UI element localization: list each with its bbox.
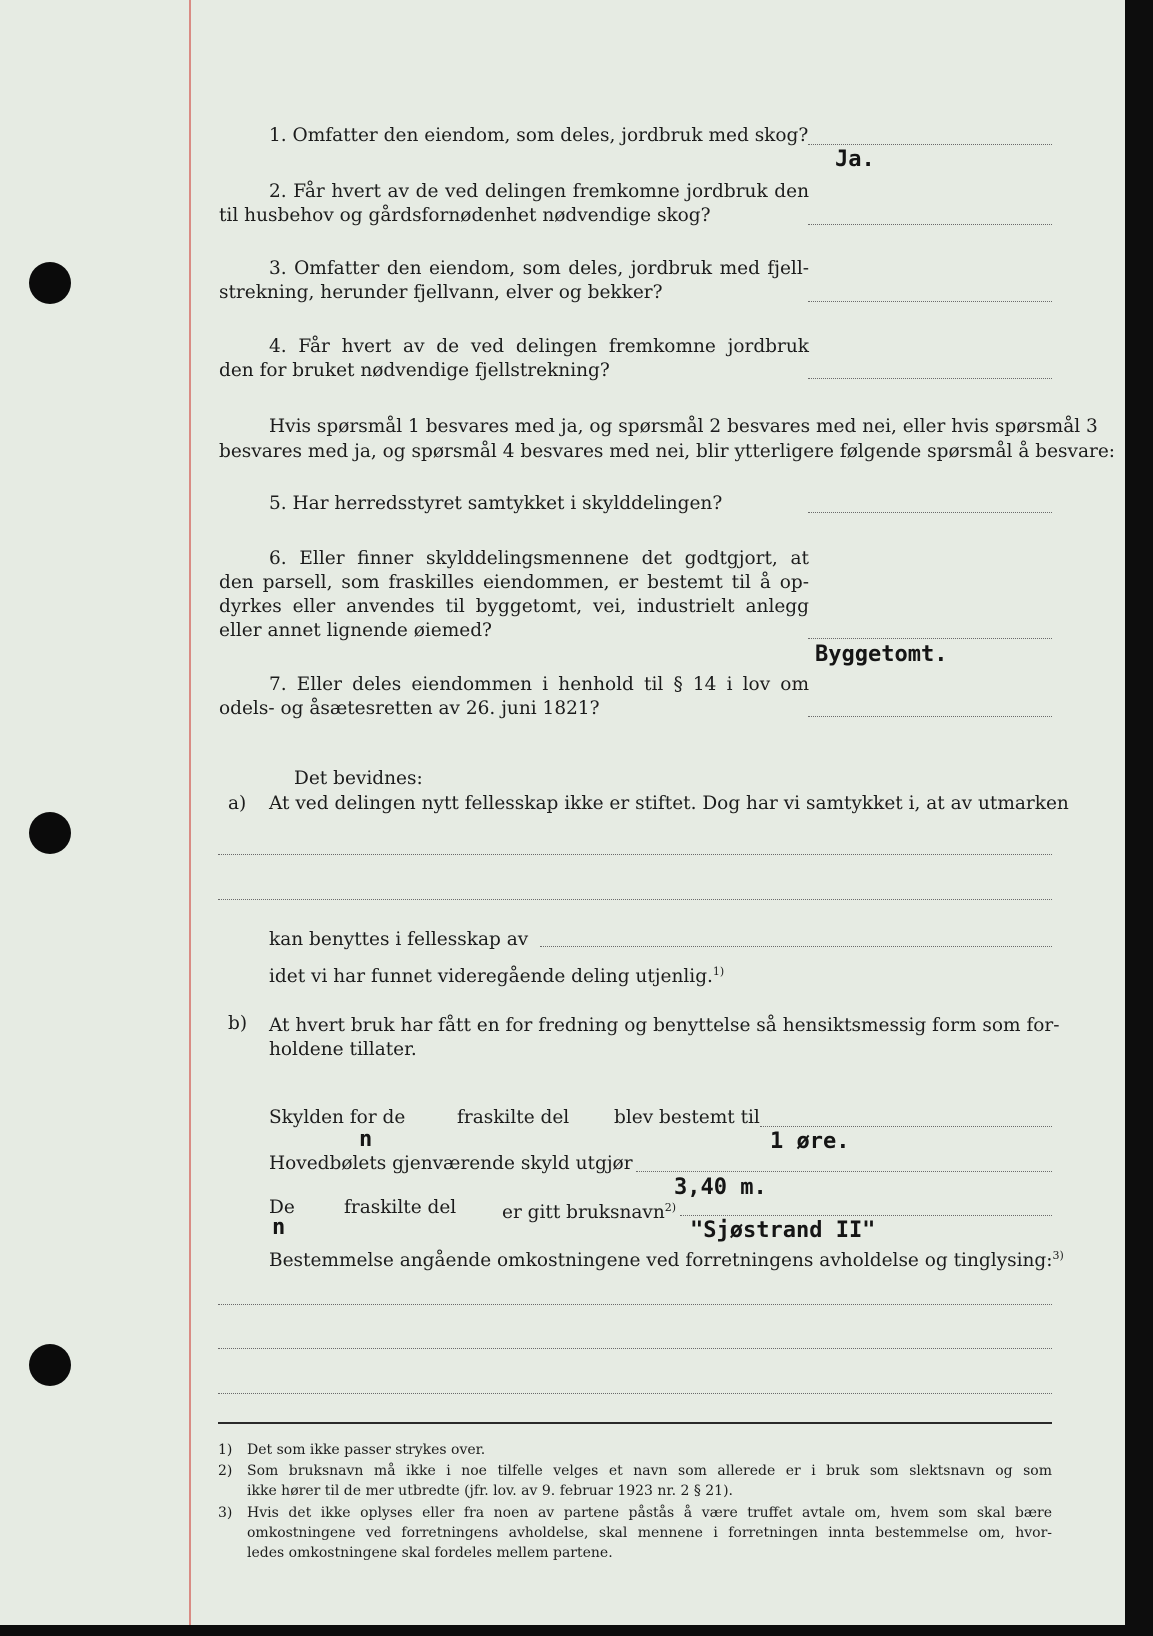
skyld-insert-n: n xyxy=(359,1127,373,1152)
condition-line-2: besvares med ja, og spørsmål 4 besvares med nei, blir ytterligere følgende spørsmål å besvare: xyxy=(219,441,1116,462)
punch-hole-top xyxy=(29,262,71,304)
question-2-line-1: 2. Får hvert av de ved delingen fremkomne jordbruk den xyxy=(269,181,809,202)
bruksnavn-value: "Sjøstrand II" xyxy=(690,1218,876,1243)
question-5-text: 5. Har herredsstyret samtykket i skylddelingen? xyxy=(269,493,723,514)
footnote-3-line-3: ledes omkostningene skal fordeles mellem partene. xyxy=(247,1545,613,1561)
shared-use-label: kan benyttes i fellesskap av xyxy=(269,929,529,950)
attestation-b-label: b) xyxy=(228,1013,248,1034)
question-7-line-2: odels- og åsætesretten av 26. juni 1821? xyxy=(219,698,600,719)
hovedbol-label: Hovedbølets gjenværende skyld utgjør xyxy=(269,1153,633,1174)
skyld-fill-line xyxy=(760,1126,1052,1127)
skyld-label-part-2: fraskilte del xyxy=(457,1107,570,1128)
footnote-1-text: Det som ikke passer strykes over. xyxy=(247,1442,486,1458)
question-7-line-1: 7. Eller deles eiendommen i henhold til § 14 i lov om xyxy=(269,674,809,695)
question-1-answer-line xyxy=(808,144,1052,145)
cost-fill-line-1 xyxy=(218,1304,1052,1305)
further-division-text: idet vi har funnet videregående deling utjenlig.$^{1)}$ xyxy=(269,965,725,988)
question-1-answer: Ja. xyxy=(835,147,875,172)
attestation-a-label: a) xyxy=(228,793,247,814)
question-6-line-2: den parsell, som fraskilles eiendommen, er bestemt til å op- xyxy=(219,572,809,593)
attestation-b-line-1: At hvert bruk har fått en for fredning og benyttelse så hensiktsmessig form som for- xyxy=(269,1015,1060,1036)
punch-hole-bottom xyxy=(29,1344,71,1386)
footnote-1-marker: 1) xyxy=(218,1442,233,1458)
footnote-2-marker: 2) xyxy=(218,1463,233,1479)
condition-line-1: Hvis spørsmål 1 besvares med ja, og spørsmål 2 besvares med nei, eller hvis spørsmål 3 xyxy=(269,416,1098,437)
question-6-line-4: eller annet lignende øiemed? xyxy=(219,620,492,641)
scan-border-right xyxy=(1125,0,1153,1636)
question-7-answer-line xyxy=(808,716,1052,717)
attestation-a-fill-line-2 xyxy=(218,899,1052,900)
question-6-line-1: 6. Eller finner skylddelingsmennene det godtgjort, at xyxy=(269,548,809,569)
footnote-3-line-2: omkostningene ved forretningens avholdelse, skal mennene i forretningen innta bestemmelse om, hvor- xyxy=(247,1525,1052,1541)
question-4-line-2: den for bruket nødvendige fjellstrekning? xyxy=(219,360,610,381)
attestation-a-text: At ved delingen nytt fellesskap ikke er stiftet. Dog har vi samtykket i, at av utmarken xyxy=(269,793,1069,814)
margin-line xyxy=(189,0,191,1625)
question-3-line-1: 3. Omfatter den eiendom, som deles, jordbruk med fjell- xyxy=(269,258,809,279)
footnote-2-line-1: Som bruksnavn må ikke i noe tilfelle velges et navn som allerede er i bruk som slektsnavn og som xyxy=(247,1463,1052,1479)
skyld-label-part-3: blev bestemt til xyxy=(614,1107,760,1128)
question-6-line-3: dyrkes eller anvendes til byggetomt, vei, industrielt anlegg xyxy=(219,596,809,617)
question-6-answer: Byggetomt. xyxy=(815,642,948,667)
shared-use-fill-line xyxy=(540,946,1052,947)
bruksnavn-label-part-1: De xyxy=(269,1197,295,1218)
attestation-a-fill-line-1 xyxy=(218,854,1052,855)
hovedbol-fill-line xyxy=(636,1171,1052,1172)
question-2-line-2: til husbehov og gårdsfornødenhet nødvendige skog? xyxy=(219,205,711,226)
cost-fill-line-3 xyxy=(218,1393,1052,1394)
attestation-heading: Det bevidnes: xyxy=(294,768,423,789)
question-5-answer-line xyxy=(808,512,1052,513)
skyld-value: 1 øre. xyxy=(770,1129,850,1154)
scan-border-bottom xyxy=(0,1625,1153,1636)
question-4-line-1: 4. Får hvert av de ved delingen fremkomne jordbruk xyxy=(269,336,809,357)
skyld-label-part-1: Skylden for de xyxy=(269,1107,406,1128)
question-3-line-2: strekning, herunder fjellvann, elver og bekker? xyxy=(219,282,663,303)
question-1-text: 1. Omfatter den eiendom, som deles, jordbruk med skog? xyxy=(269,125,809,146)
footnote-2-line-2: ikke hører til de mer utbredte (jfr. lov. av 9. februar 1923 nr. 2 § 21). xyxy=(247,1483,734,1499)
hovedbol-value: 3,40 m. xyxy=(674,1175,767,1200)
bruksnavn-label-part-3: er gitt bruksnavn$^{2)}$ xyxy=(502,1201,677,1224)
question-3-answer-line xyxy=(808,301,1052,302)
cost-label: Bestemmelse angående omkostningene ved forretningens avholdelse og tinglysing:$^{3)}$ xyxy=(269,1249,1064,1272)
footnote-separator xyxy=(218,1422,1052,1424)
punch-hole-middle xyxy=(29,812,71,854)
bruksnavn-insert-n: n xyxy=(272,1215,286,1240)
question-6-answer-line xyxy=(808,638,1052,639)
footnote-3-line-1: Hvis det ikke oplyses eller fra noen av partene påstås å være truffet avtale om, hvem som skal bære xyxy=(247,1505,1052,1521)
question-4-answer-line xyxy=(808,378,1052,379)
cost-fill-line-2 xyxy=(218,1348,1052,1349)
bruksnavn-label-part-2: fraskilte del xyxy=(344,1197,457,1218)
attestation-b-line-2: holdene tillater. xyxy=(269,1039,417,1060)
bruksnavn-fill-line xyxy=(680,1215,1052,1216)
footnote-3-marker: 3) xyxy=(218,1505,233,1521)
question-2-answer-line xyxy=(808,224,1052,225)
